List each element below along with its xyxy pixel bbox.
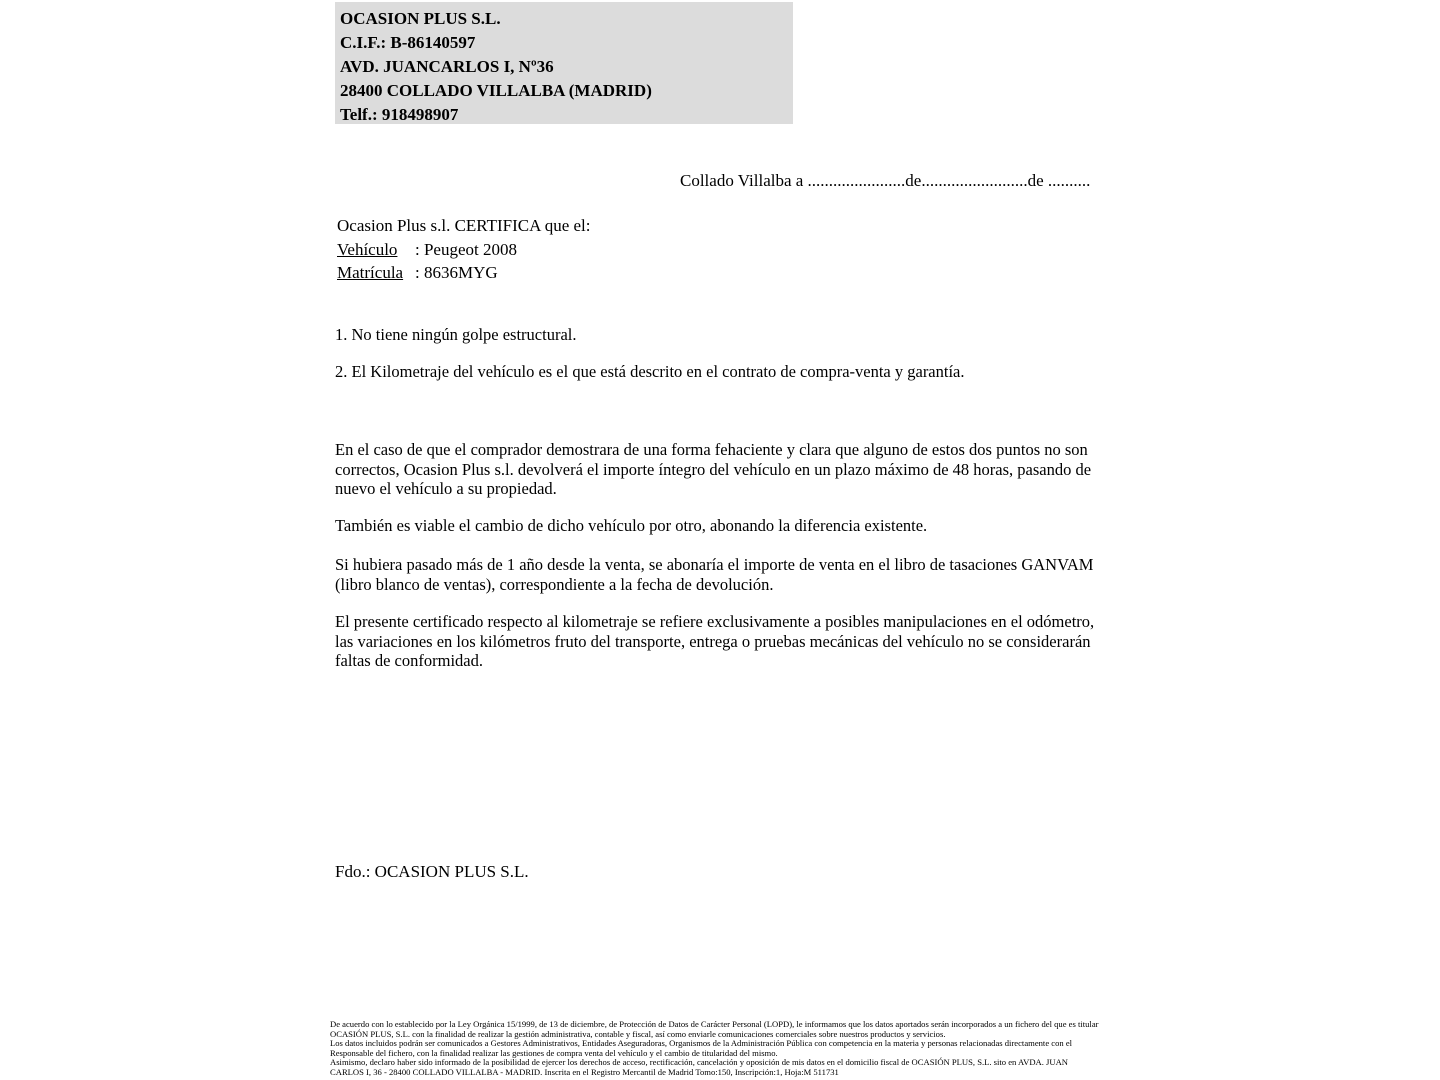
vehicle-value: : Peugeot 2008 bbox=[415, 240, 517, 259]
company-name: OCASION PLUS S.L. bbox=[340, 9, 501, 28]
certified-point-1: 1. No tiene ningún golpe estructural. bbox=[335, 325, 577, 344]
paragraph-refund: En el caso de que el comprador demostrara de una forma fehaciente y clara que alguno de estos dos puntos no son correctos, Ocasion Plus s.l. devolverá el importe íntegro del vehículo en un plazo máximo de 48 horas, pasando de nuevo el vehículo a su propiedad. bbox=[335, 440, 1092, 498]
date-line: Collado Villalba a .......................de.........................de .......... bbox=[680, 171, 1091, 190]
legal-paragraph-rights: Asimismo, declaro haber sido informado de la posibilidad de ejercer los derechos de acceso, rectificación, cancelación y oposición de mis datos en el domicilio fiscal de OCASIÓN PLUS, S.L. sito en AVDA. JUAN CARLOS I, 36 - 28400 COLLADO VILLALBA - MADRID. Inscrita en el Registro Mercantil de Madrid Tomo:150, Inscripción:1, Hoja:M 511731 bbox=[330, 1057, 1069, 1077]
paragraph-odometer: El presente certificado respecto al kilometraje se refiere exclusivamente a posibles manipulaciones en el odómetro, las variaciones en los kilómetros fruto del transporte, entrega o pruebas mecánicas del vehículo no se considerarán faltas de conformidad. bbox=[335, 612, 1095, 670]
company-city: 28400 COLLADO VILLALBA (MADRID) bbox=[340, 81, 652, 100]
plate-row bbox=[337, 263, 498, 283]
paragraph-ganvam: Si hubiera pasado más de 1 año desde la venta, se abonaría el importe de venta en el libro de tasaciones GANVAM (libro blanco de ventas), correspondiente a la fecha de devolución. bbox=[335, 555, 1094, 594]
certified-point-2: 2. El Kilometraje del vehículo es el que está descrito en el contrato de compra-venta y garantía. bbox=[335, 362, 965, 381]
company-address: AVD. JUANCARLOS I, Nº36 bbox=[340, 57, 554, 76]
certification-statement: Ocasion Plus s.l. CERTIFICA que el: bbox=[337, 216, 591, 235]
legal-paragraph-data-sharing: Los datos incluidos podrán ser comunicados a Gestores Administrativos, Entidades Aseguradoras, Organismos de la Administración Pública con competencia en la materia y personas relacionadas directamente con el Responsable del fichero, con la finalidad realizar las gestiones de compra venta del vehículo y el cambio de titularidad del mismo. bbox=[330, 1038, 1073, 1058]
signature-line: Fdo.: OCASION PLUS S.L. bbox=[335, 862, 529, 881]
vehicle-row bbox=[337, 240, 517, 260]
plate-label: Matrícula bbox=[337, 263, 404, 282]
company-cif: C.I.F.: B-86140597 bbox=[340, 33, 476, 52]
company-header-box bbox=[335, 2, 793, 124]
company-phone: Telf.: 918498907 bbox=[340, 105, 459, 124]
paragraph-exchange: También es viable el cambio de dicho vehículo por otro, abonando la diferencia existente. bbox=[335, 516, 928, 535]
plate-value: : 8636MYG bbox=[415, 263, 498, 282]
legal-footer bbox=[330, 1020, 1102, 1078]
vehicle-label: Vehículo bbox=[337, 240, 398, 259]
legal-paragraph-lopd: De acuerdo con lo establecido por la Ley Orgánica 15/1999, de 13 de diciembre, de Protección de Datos de Carácter Personal (LOPD), le informamos que los datos aportados serán incorporados a un fichero del que es titular OCASIÓN PLUS, S.L. con la finalidad de realizar la gestión administrativa, contable y fiscal, así como enviarle comunicaciones comerciales sobre nuestros productos y servicios. bbox=[330, 1019, 1099, 1039]
